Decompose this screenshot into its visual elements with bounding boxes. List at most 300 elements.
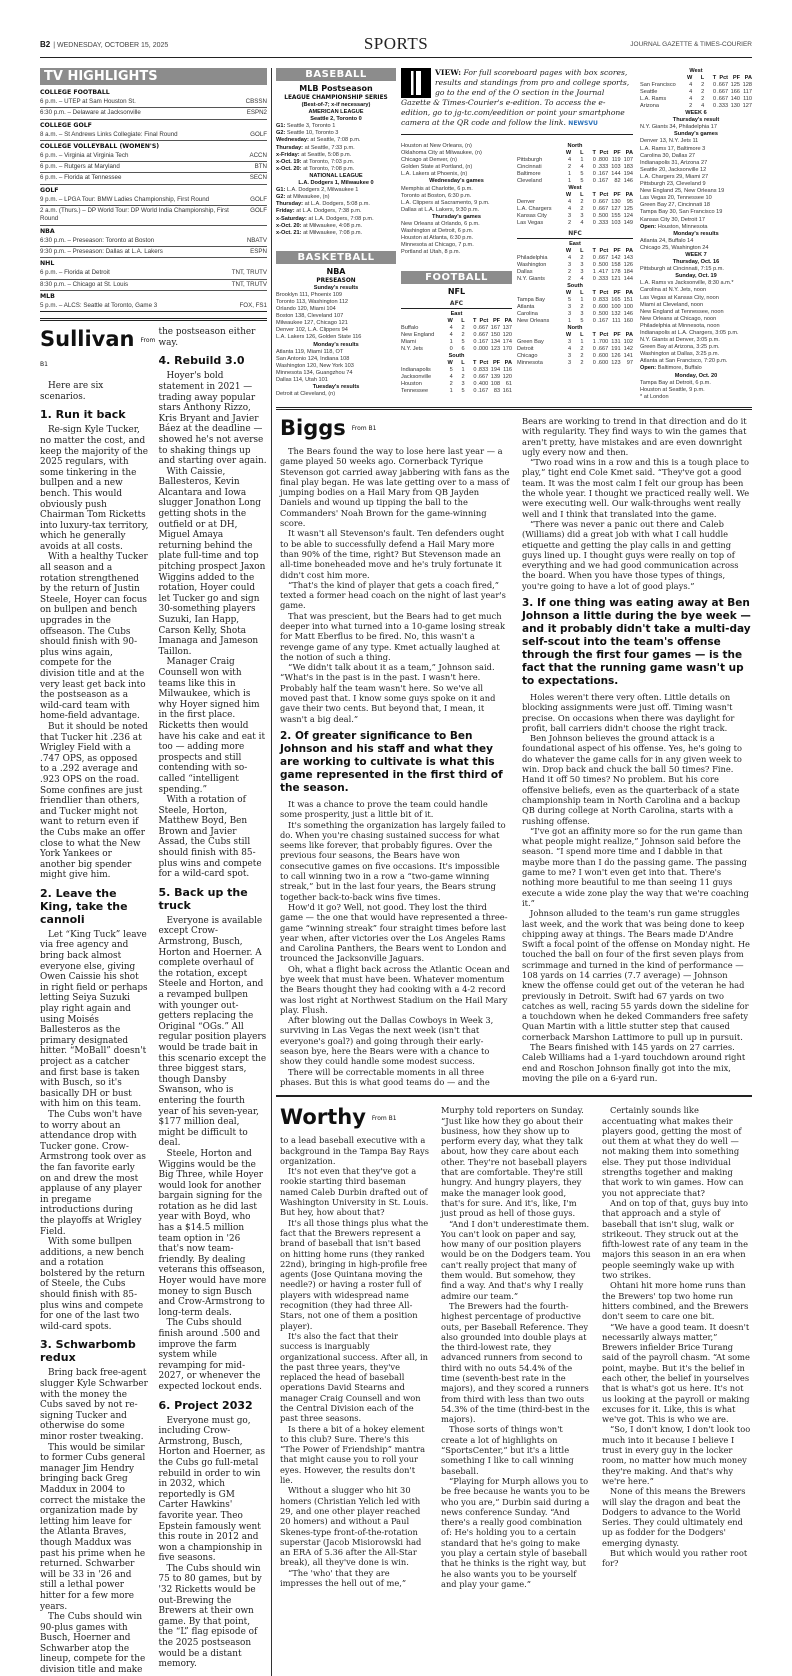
standings-cell: 107 (623, 157, 633, 164)
standings-cell: 124 (623, 213, 633, 220)
sport-banner: BASKETBALL (276, 251, 396, 264)
team-name: Washington (517, 262, 547, 269)
standings-cell: 0 (592, 157, 596, 164)
tv-listing (40, 268, 267, 279)
paragraph: It's all those things plus what the fact that the Brewers represent a brand of baseball that isn't based on hitting home runs (they ranked 22nd), bringing in high-profile free agents (Jose Quintana moving the needle?) or having a roster full of players with widespread name recognition (they had three All-Stars, not one of them a position player). (280, 1217, 429, 1331)
standings-cell: 6 (461, 345, 465, 352)
agate-line: Indianapolis 31, Arizona 27 (640, 159, 708, 166)
standings-cell: 146 (623, 178, 633, 185)
standings-cell: 142 (623, 346, 633, 353)
paper-name: JOURNAL GAZETTE & TIMES-COURIER (630, 41, 752, 48)
cell (517, 150, 559, 157)
paragraph: to a lead baseball executive with a background in the Tampa Bay Rays organization. (280, 1135, 429, 1166)
cell (640, 75, 680, 82)
tv-channel: TNT, TRUTV (231, 269, 267, 277)
agate-line (276, 223, 396, 230)
standings-cell: .167 (597, 171, 609, 178)
qr-code-icon[interactable] (401, 68, 431, 98)
standings-cell: .000 (477, 345, 489, 352)
team-name: Jacksonville (401, 373, 432, 380)
standings-row (517, 346, 633, 353)
agate-line: Las Vegas 20, Tennessee 10 (640, 195, 712, 202)
agate-line: New Orleans at Orlando, 6 p.m. (401, 221, 480, 228)
division-name: North (567, 143, 583, 149)
team-name: Cleveland (517, 178, 542, 185)
team-name: Baltimore (517, 171, 541, 178)
standings-cell: .700 (597, 339, 609, 346)
tv-section-heading: NHL (40, 260, 55, 268)
standings-cell: 0 (592, 213, 596, 220)
standings-row (401, 381, 512, 388)
standings-cell: 155 (611, 213, 621, 220)
standings-cell: 1 (580, 339, 584, 346)
standings-cell: .167 (477, 387, 489, 394)
agate-line: Portland at Utah, 8 p.m. (401, 249, 461, 256)
standings-header-row (401, 318, 512, 325)
tv-channel: TNT, TRUTV (231, 280, 267, 288)
tv-channel: BTN (254, 163, 267, 171)
standings-cell: .800 (597, 157, 609, 164)
conference-label: AFC (401, 299, 512, 309)
page-dateline: B2 | WEDNESDAY, OCTOBER 15, 2025 (40, 40, 169, 49)
standings-row (517, 220, 633, 227)
tv-channel: CBSSN (245, 98, 267, 105)
column-header: PA (625, 332, 633, 339)
tv-program: 6 p.m. – UTEP at Sam Houston St. (40, 98, 136, 105)
column-header: T (592, 150, 596, 157)
agate-value: at L.A. Dodgers, 7:38 p.m. (296, 208, 362, 215)
division-name: South (567, 283, 583, 290)
paragraph: Holes weren't there very often. Little details on blocking assignments were just off. Timing wasn't precise. On occasions when there was daylight for profit, ball carriers didn't choose the right track. (522, 691, 735, 733)
agate-subhead: Wednesday's games (429, 178, 484, 185)
standings-cell: 0 (592, 206, 596, 213)
standings-cell: 0 (449, 345, 453, 352)
standings-cell: 5 (580, 178, 584, 185)
column-header: L (580, 332, 584, 339)
standings-cell: 4 (580, 220, 584, 227)
standings-cell: .833 (477, 366, 489, 373)
standings-cell: 2 (580, 255, 584, 262)
standings-cell: 4 (568, 157, 572, 164)
standings-row (640, 82, 752, 89)
standings-cell: 126 (623, 262, 633, 269)
standings-cell: 1 (568, 171, 572, 178)
standings-cell: 0 (473, 345, 477, 352)
standings-cell: 102 (623, 339, 633, 346)
paragraph: There will be correctable moments in all three phases. But this is what good teams do — and the Bears are working to trend in that direction and do it with regularity. They find ways to win the games that aren't pretty, have mistakes and are even downright ugly every now and then. (280, 415, 747, 1087)
column-header: W (686, 75, 693, 82)
agate-line: New England at Tennessee, noon (640, 308, 724, 315)
division-name: North (567, 325, 583, 332)
standings-header-row (517, 150, 633, 157)
agate-line: L.A. Clippers at Sacramento, 9 p.m. (401, 199, 490, 206)
agate-line (276, 145, 396, 152)
standings-cell: .167 (597, 318, 609, 325)
tv-listing (40, 280, 267, 291)
tv-highlights-title: TV HIGHLIGHTS (40, 68, 267, 85)
subhead: 3. If one thing was eating away at Ben Johnson a little during the bye week — and it probably didn't take a multi-day self-scout into the team's offense through the first four games — is the fact that the running game wasn't up to expectations. (522, 596, 751, 687)
paragraph: But which would you rather root for? (602, 1548, 748, 1569)
team-name: Pittsburgh (517, 157, 543, 164)
standings-cell: .417 (597, 269, 609, 276)
standings-cell: 144 (623, 276, 633, 283)
paragraph: “The 'who' that they are impresses the hell out of me,” Murphy told reporters on Sunday. “Just like how they go about their business, how they show up to perform every day, what they talk about, how they care about each other. They're not baseball players that are comfortable. They're still hungry. And hungry players, they make the manager look good, that's for sure. And it's, like, I'm just proud as hell of those guys. (280, 1105, 587, 1589)
agate-label: x-Friday: (276, 151, 300, 158)
agate-value: Baltimore, Buffalo (657, 365, 702, 372)
agate-line: Milwaukee 127, Chicago 121 (276, 320, 348, 327)
team-name: New Orleans (517, 318, 550, 325)
agate-line: Atlanta at San Francisco, 7:20 p.m. (640, 358, 728, 365)
paragraph: Let “King Tuck” leave via free agency and bring back almost everyone else, giving Owen Caissie his shot in right field or perhaps letting Seiya Suzuki play right again and using Moisés Ballesteros as the primary designated hitter. “MoBall” doesn't project as a catcher and first base is taken with Busch, so it's basically DH or bust with him on this team. (40, 929, 148, 1110)
paragraph: It was a chance to prove the team could handle some prosperity, just a little bit of it. (280, 798, 488, 820)
standings-cell: 1 (461, 366, 465, 373)
agate-value: at L.A. Dodgers, 7:08 p.m. (308, 215, 374, 222)
standings-cell: 140 (730, 96, 740, 103)
agate-subhead: WEEK 6 (685, 110, 707, 117)
standings-table (401, 360, 512, 395)
tv-listing (40, 195, 267, 206)
standings-cell: 130 (611, 199, 621, 206)
standings-row (517, 297, 633, 304)
agate-line: Green Bay 27, Cincinnati 18 (640, 202, 710, 209)
column-header: Pct (479, 317, 489, 324)
paragraph: Everyone must go, including Crow-Armstrong, Busch, Horton and Hoerner, as the Cubs go full-metal rebuild in order to win in 2032, which reportedly is GM Carter Hawkins' favorite year. Theo Epstein famously went this route in 2012 and won a championship in five seasons. (158, 1415, 266, 1564)
agate-line: Kansas City 30, Detroit 17 (640, 216, 705, 223)
column-header: L (461, 317, 465, 324)
standings-row (401, 325, 512, 332)
sport-banner: FOOTBALL (401, 271, 512, 284)
standings-cell: 125 (623, 206, 633, 213)
tv-listing (40, 173, 267, 184)
standings-row (517, 171, 633, 178)
paragraph: That was prescient, but the Bears had to get much deeper into what turned into a 10-game losing streak for Matt Eberflus to be fired. No, this wasn't a revenge game of any type. Kmet actually laughed at the notion of such a thing. (280, 610, 506, 662)
agate-line (640, 365, 752, 372)
agate-line: Oklahoma City at Milwaukee, (n) (401, 150, 482, 157)
newsvu-logo: NEWSVU (568, 120, 598, 127)
sport-banner: BASEBALL (276, 68, 396, 81)
agate-label: x-Oct. 20: (276, 222, 302, 229)
agate-line: Detroit at Cleveland, (n) (276, 391, 336, 398)
paragraph: Is there a bit of a hokey element to this club? Sure. There's this “The Power of Friendship” mantra that might cause you to roll your eyes. However, the results don't lie. (280, 1423, 426, 1486)
column-header: PA (625, 150, 633, 157)
paragraph: And on top of that, guys buy into that approach and a style of baseball that isn't slug, walk or strikeout. They struck out at the fifth-lowest rate of any team in the majors this season in an era when people seemingly wake up with two strikes. (602, 1197, 749, 1281)
paragraph: Without a slugger who hit 30 homers (Christian Yelich led with 29, and one other player reached 20 homers) and without a Paul Skenes-type front-of-the-rotation superstar (Jacob Misiorowski had an ERA of 5.36 after the All-Star break), all they've done is win. (280, 1485, 422, 1568)
view-label: VIEW: (435, 68, 462, 77)
division-name: East (450, 310, 463, 317)
standings-table (517, 332, 633, 367)
standings-cell: .667 (597, 255, 609, 262)
standings-header-row (401, 360, 512, 367)
standings-cell: .667 (597, 206, 609, 213)
section-title: SPORTS (363, 34, 429, 53)
standings-row (517, 269, 633, 276)
conference-label: NFC (517, 229, 633, 239)
tv-channel: GOLF (250, 195, 267, 203)
standings-cell: 191 (611, 346, 621, 353)
division-name: West (689, 68, 703, 74)
standings-cell: 0 (473, 380, 477, 387)
agate-line: Houston at Seattle, 9 p.m. (640, 386, 705, 393)
standings-cell: 3 (461, 380, 465, 387)
agate-subhead: AMERICAN LEAGUE (308, 109, 364, 116)
double-rule (40, 318, 267, 321)
standings-cell: .500 (597, 262, 609, 269)
agate-subhead: Sunday, Oct. 19 (675, 273, 717, 280)
standings-cell: 110 (743, 96, 752, 103)
standings-cell: 0 (592, 199, 596, 206)
tv-program: 8 a.m. – St Andrews Links Collegiate: Final Round (40, 130, 178, 138)
tv-program: 6 p.m. – Florida at Detroit (40, 269, 110, 277)
paragraph: It wasn't all Stevenson's fault. Ten defenders ought to be able to successfully defend a Hail Mary more than 90% of the time, right? But Stevenson made an all-time boneheaded move and he's truly fortunate it didn't cost him more. (280, 528, 505, 580)
standings-cell: 123 (490, 345, 501, 352)
tv-section-heading: COLLEGE FOOTBALL (40, 89, 110, 96)
column-header: T (592, 332, 596, 339)
standings-cell: 120 (502, 373, 512, 380)
paragraph: With a healthy Tucker all season and a rotation strengthened by the return of Justin Steele, Hoyer can focus on bullpen and bench upgrades in the offseason. The Cubs should finish with 90-plus wins again, compete for the division title and at the very least get back into the postseason as a wild-card team with home-field advantage. (40, 552, 148, 722)
paragraph: Johnson alluded to the team's run game struggles last week, and the work that was being done to keep chipping away at things. The Bears made D'Andre Swift a focal point of the offense on Monday night. He touched the ball on four of the first seven plays from scrimmage and turned in the kind of performance — 108 yards on 14 carries (7.7 average) — Johnson knew the offense could get out of the veteran he had previously in Detroit. Swift had 67 yards on two catches as well, racing 55 yards down the sideline for a touchdown when he deked Commanders free safety Quan Martin with a little stutter step that caused cornerback Marshon Lattimore to pull up in pursuit. (522, 908, 750, 1042)
agate-line: Indianapolis at L.A. Chargers, 3:05 p.m. (640, 330, 739, 336)
tv-highlights (40, 68, 267, 312)
division-name: East (569, 241, 581, 248)
standings-cell: 0 (592, 171, 596, 178)
standings-cell: 3 (568, 360, 572, 367)
section-subtitle: PRESEASON (316, 277, 356, 284)
division-name: West (568, 185, 582, 192)
agate-line: Brooklyn 111, Phoenix 109 (276, 291, 343, 298)
standings-cell: 5 (580, 171, 584, 178)
paragraph: Manager Craig Counsell won with teams like this in Milwaukee, which is why Hoyer signed him in the first place. Ricketts then would have his cake and eat it too — adding more prospects and still contending with so-called “intelligent spending.” (158, 657, 266, 795)
agate-line (276, 152, 396, 159)
standings-cell: 4 (568, 206, 572, 213)
tv-section-heading: MLB (40, 292, 55, 300)
standings-header-row (640, 75, 752, 82)
agate-value: L.A. Dodgers 2, Milwaukee 1 (286, 187, 359, 194)
standings-cell: 3 (568, 339, 572, 346)
agate-line: * at London (640, 393, 669, 400)
standings-row (517, 213, 633, 220)
column-header: PF (613, 248, 621, 255)
view-text: For full scoreboard pages with box scores, results and standings from pro and college sports, go to the end of the O section in the Journal Gazette & Times-Courier's e-edition. To access the e-edition, go to jg-tc.com/eedition or point your smartphone camera at the QR code and follow the link. (401, 68, 630, 127)
column-header: PA (744, 75, 752, 82)
agate-line (276, 201, 396, 208)
agate-column-a (401, 143, 512, 395)
agate-middle-columns (401, 143, 633, 395)
jump-label: From B1 (40, 336, 156, 368)
agate-line: N.Y. Giants 34, Philadelphia 17 (640, 124, 718, 131)
standings-cell: 5 (449, 366, 453, 373)
team-name: Detroit (517, 346, 534, 353)
standings-cell: 95 (626, 199, 633, 206)
standings-cell: 2 (580, 353, 584, 360)
standings-cell: 194 (490, 366, 501, 373)
standings-cell: .833 (597, 297, 609, 304)
standings-cell: 4 (580, 276, 584, 283)
column-header: T (712, 75, 717, 82)
agate-line: Memphis at Charlotte, 6 p.m. (401, 185, 473, 192)
standings-cell: 0 (592, 220, 596, 227)
standings-table (517, 290, 633, 325)
standings-cell: 0 (713, 89, 717, 96)
tv-channel: ESPN2 (246, 109, 267, 117)
agate-value: at Toronto, 7:03 p.m. (303, 158, 355, 165)
standings-cell: 3 (580, 262, 584, 269)
column-header: L (580, 192, 584, 199)
column-header: Pct (599, 248, 609, 255)
standings-cell: .600 (597, 360, 609, 367)
tv-program: 6 p.m. – Florida at Tennessee (40, 174, 122, 182)
paragraph: None of this means the Brewers will slay the dragon and beat the Dodgers to advance to the World Series. They could ultimately end up as fodder for the Dodgers' emerging dynasty. (602, 1486, 746, 1548)
standings-row (401, 374, 512, 381)
team-name: Cincinnati (517, 164, 542, 171)
standings-cell: 5 (461, 338, 465, 345)
standings-cell: 132 (611, 311, 621, 318)
tv-channel: GOLF (250, 207, 267, 215)
standings-cell: .667 (477, 373, 489, 380)
standings-cell: .600 (597, 353, 609, 360)
agate-line: L.A. Rams vs Jacksonville, 8:30 a.m.* (640, 280, 734, 287)
subhead: 2. Leave the King, take the cannoli (40, 886, 128, 926)
agate-subhead: Sunday's games (674, 131, 718, 138)
standings-row (517, 255, 633, 262)
standings-cell: 1 (592, 269, 596, 276)
division-name: South (448, 352, 465, 359)
agate-label: Open: (640, 223, 657, 230)
standings-row (517, 311, 633, 318)
agate-line: New England 25, New Orleans 19 (640, 188, 725, 195)
agate-line (276, 230, 396, 237)
team-name: Carolina (517, 311, 538, 318)
agate-line: Atlanta 119, Miami 118, OT (276, 348, 344, 355)
paragraph: Here are six scenarios. (40, 381, 104, 402)
standings-cell: 0 (592, 164, 596, 171)
tv-listings (40, 89, 267, 312)
agate-line (276, 159, 396, 166)
paragraph: Bring back free-agent slugger Kyle Schwarber with the money the Cubs saved by not re-signing Tucker and otherwise do some minor roster tweaking. (40, 1368, 148, 1442)
standings-cell: 2 (580, 346, 584, 353)
divider (276, 1095, 752, 1097)
standings-cell: 2 (580, 304, 584, 311)
standings-cell: 130 (730, 103, 740, 110)
double-rule (276, 407, 752, 410)
column-header: L (461, 359, 465, 366)
tv-program: 9 p.m. – LPGA Tour: BMW Ladies Championship, First Round (40, 195, 210, 203)
standings-cell: 108 (490, 380, 501, 387)
article-headline: Biggs From B1 (280, 415, 377, 440)
standings-cell: 2 (580, 199, 584, 206)
agate-value: Seattle 10, Toronto 3 (286, 130, 339, 137)
paragraph: Oh, what a flight back across the Atlantic Ocean and bye week that must have been. Whatever momentum the Bears thought they had cooking with a 4-2 record was lost right at Northwest Stadium on the Hail Mary play. Flush. (280, 963, 510, 1015)
standings-cell: 1 (568, 318, 572, 325)
agate-line: Denver 102, L.A. Clippers 94 (276, 327, 348, 334)
standings-header-row (517, 290, 633, 297)
standings-cell: 141 (623, 353, 633, 360)
column-header: PA (625, 192, 633, 199)
standings-cell: 97 (626, 360, 633, 367)
standings-cell: 167 (490, 324, 501, 331)
standings-cell: 0 (473, 373, 477, 380)
tv-channel: ESPN (250, 247, 267, 255)
standings-cell: 2 (568, 269, 572, 276)
view-promo (401, 68, 633, 135)
agate-line: N.Y. Giants at Denver, 3:05 p.m. (640, 337, 720, 344)
standings-cell: 0 (473, 387, 477, 394)
standings-cell: 4 (689, 82, 693, 89)
standings-cell: 4 (580, 164, 584, 171)
team-name: N.Y. Jets (401, 345, 423, 352)
column-header: PF (732, 75, 740, 82)
agate-line: L.A. Chargers 29, Miami 27 (640, 173, 709, 180)
agate-line: Boston 138, Cleveland 107 (276, 313, 344, 320)
agate-line (276, 216, 396, 223)
team-name: Miami (401, 338, 416, 345)
standings-cell: 174 (502, 338, 512, 345)
subhead: 6. Project 2032 (158, 1398, 253, 1412)
agate-line: Miami at Cleveland, noon (640, 301, 704, 308)
article-biggs (276, 416, 752, 1087)
standings-cell: 4 (689, 89, 693, 96)
cell (401, 318, 441, 325)
standings-cell: .167 (477, 338, 489, 345)
agate-line: Dallas at L.A. Lakers, 9:30 p.m. (401, 206, 480, 213)
tv-program: 2 a.m. (Thurs.) – DP World Tour: DP World India Championship, First Round (40, 207, 229, 223)
subhead: 4. Rebuild 3.0 (158, 354, 245, 368)
team-name: Arizona (640, 103, 659, 110)
column-header: W (565, 332, 572, 339)
standings-cell: 2 (701, 89, 705, 96)
agate-line: Carolina at N.Y. Jets, noon (640, 287, 707, 294)
column-header: PA (504, 317, 512, 324)
standings-cell: 0 (473, 324, 477, 331)
paragraph: Ben Johnson believes the ground attack is a foundational aspect of his offense. Yes, he's going to do whatever the game calls for in any given week to win. Drop back and chuck the ball 50 times? Fine. Hand it off 50 times? No problem. But his core offensive beliefs, even as the quarterback of a state championship team in North Carolina and a backup QB during college at North Carolina, starts with a rushing offense. (522, 733, 743, 826)
standings-cell: 2 (701, 82, 705, 89)
tv-program: 8:30 p.m. – Chicago at St. Louis (40, 280, 129, 288)
standings-cell: 5 (580, 318, 584, 325)
team-name: L.A. Rams (640, 96, 667, 103)
team-name: N.Y. Giants (517, 276, 545, 283)
paragraph: “There was never a panic out there and Caleb (Williams) did a great job with what I call huddle etiquette and getting the play calls in and getting guys lined up. I thought guys were really on top of everything and we had good communication across the board. When you have those types of things, you're going to have a lot of good plays.” (522, 518, 739, 591)
agate-line (276, 123, 396, 130)
article-sullivan (40, 327, 267, 1676)
tv-channel: SECN (249, 174, 267, 182)
left-column (40, 68, 267, 1676)
standings-cell: 1 (580, 297, 584, 304)
standings-cell: .333 (597, 276, 609, 283)
agate-label: Open: (640, 365, 657, 372)
agate-value: at Seattle, 5:08 p.m. (301, 151, 352, 158)
standings-cell: 103 (611, 164, 621, 171)
paragraph: The Brewers had the fourth-highest percentage of productive outs, per Baseball Reference. They also grounded into double plays at the third-lowest rate, they advanced runners from second to third with no outs 54.4% of the time (seventh-best rate in the majors), and they scored a runners from third with less than two outs 54.3% of the time (third-best in the majors). (441, 1300, 590, 1425)
column-header: L (580, 248, 584, 255)
standings-cell: 111 (612, 318, 621, 325)
agate-line (276, 130, 396, 137)
standings-cell: 0 (473, 331, 477, 338)
standings-row (401, 339, 512, 346)
team-name: Philadelphia (517, 255, 548, 262)
standings-cell: 3 (568, 304, 572, 311)
paragraph: The Cubs should finish around .500 and improve the farm system while revamping for mid-2027, or whenever the expected lockout ends. (158, 1318, 262, 1392)
spacer (401, 257, 512, 271)
agate-value: at Milwaukee, 4:08 p.m. (303, 222, 363, 229)
agate-label: G1: (276, 187, 286, 194)
standings-header-row (517, 192, 633, 199)
agate-line (276, 187, 396, 194)
column-header: PF (492, 317, 501, 324)
standings-cell: 2 (568, 164, 572, 171)
tv-section-heading: NBA (40, 227, 55, 235)
standings-row (640, 96, 752, 103)
article-worthy (276, 1105, 752, 1589)
column-header: Pct (599, 150, 609, 157)
